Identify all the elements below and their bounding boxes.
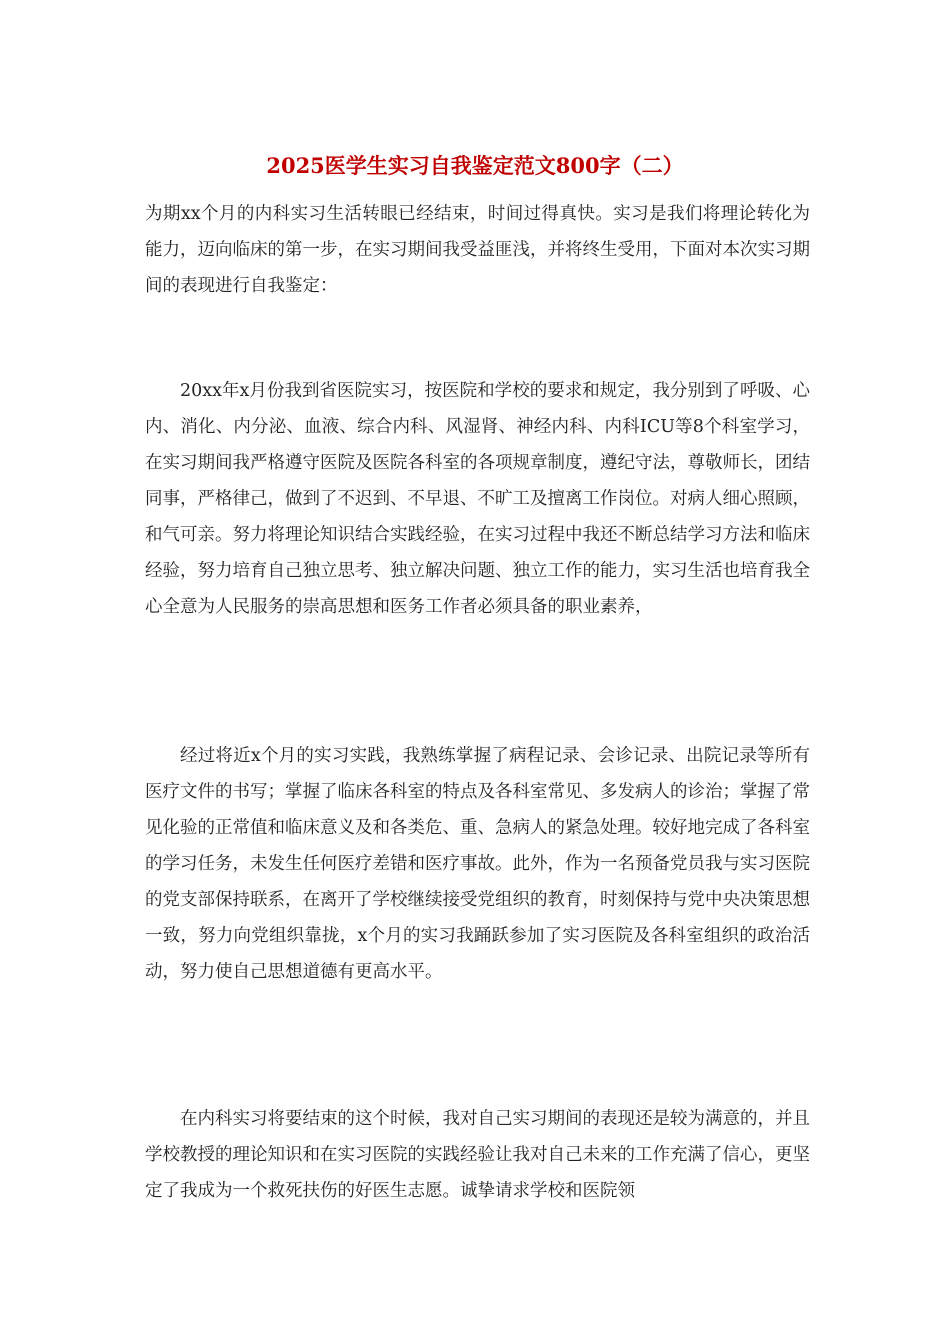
paragraph-conclusion: 在内科实习将要结束的这个时候，我对自己实习期间的表现还是较为满意的，并且学校教授的理论知识和在实习医院的实践经验让我对自己未来的工作充满了信心，更坚定了我成为一个救死扶伤的好医生志愿。诚挚请求学校和医院领 (145, 1109, 810, 1201)
document-title: 2025医学生实习自我鉴定范文800字（二） (266, 153, 684, 178)
paragraph-internship-rotation: 20xx年x月份我到省医院实习，按医院和学校的要求和规定，我分别到了呼吸、心内、消化、内分泌、血液、综合内科、风湿肾、神经内科、内科ICU等8个科室学习，在实习期间我严格遵守医院及医院各科室的各项规章制度，遵纪守法，尊敬师长，团结同事，严格律己，做到了不迟到、不早退、不旷工及擅离工作岗位。对病人细心照顾，和气可亲。努力将理论知识结合实践经验，在实习过程中我还不断总结学习方法和临床经验，努力培育自己独立思考、独立解决问题、独立工作的能力，实习生活也培育我全心全意为人民服务的崇高思想和医务工作者必须具备的职业素养， (145, 381, 810, 617)
paragraph-intro: 为期xx个月的内科实习生活转眼已经结束，时间过得真快。实习是我们将理论转化为能力，迈向临床的第一步，在实习期间我受益匪浅，并将终生受用，下面对本次实习期间的表现进行自我鉴定： (145, 204, 810, 296)
paragraph-skills-gained: 经过将近x个月的实习实践，我熟练掌握了病程记录、会诊记录、出院记录等所有医疗文件的书写；掌握了临床各科室的特点及各科室常见、多发病人的诊治；掌握了常见化验的正常值和临床意义及和各类危、重、急病人的紧急处理。较好地完成了各科室的学习任务，未发生任何医疗差错和医疗事故。此外，作为一名预备党员我与实习医院的党支部保持联系，在离开了学校继续接受党组织的教育，时刻保持与党中央决策思想一致，努力向党组织靠拢，x个月的实习我踊跃参加了实习医院及各科室组织的政治活动，努力使自己思想道德有更高水平。 (145, 746, 810, 982)
